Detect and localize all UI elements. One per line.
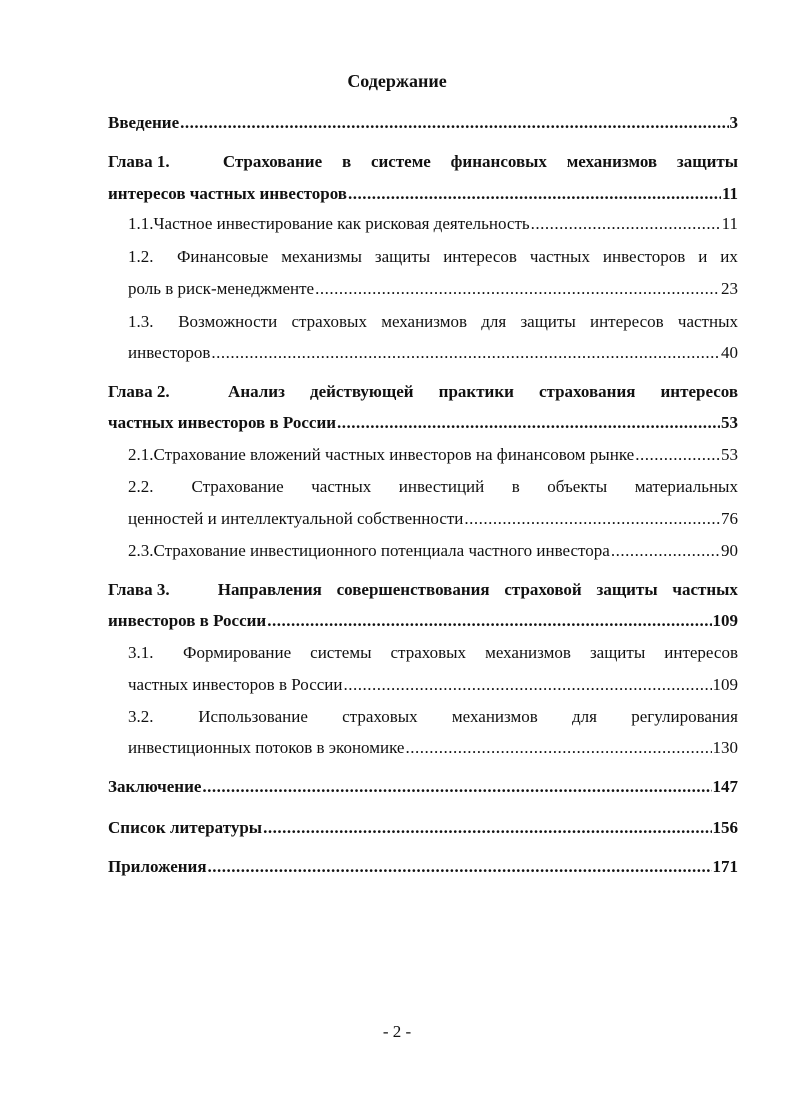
toc-entry-3-1[interactable]: 3.1. Формирование системы страховых механизмов защиты интересов [128,643,738,662]
toc-page: 23 [721,279,738,298]
toc-entry-2-1[interactable] [128,445,738,465]
toc-entry-chapter-2[interactable]: Глава 2. Анализ действующей практики страхования интересов [108,382,738,401]
toc-page: 109 [712,611,738,630]
toc-page: 109 [712,675,738,694]
toc-title: Заключение [108,777,202,796]
toc-entry-3-2-cont[interactable] [128,738,738,758]
toc-title: инвесторов в России [108,611,267,630]
toc-page: 171 [712,857,738,876]
toc-entry-chapter-1-cont[interactable] [108,184,738,204]
toc-label: Глава 1. [108,152,170,171]
toc-entry-chapter-2-cont[interactable] [108,413,738,433]
toc-title: Введение [108,113,180,132]
toc-page: 147 [712,777,738,796]
toc-leader [267,611,711,631]
toc-leader [337,413,720,433]
toc-entry-2-2-cont[interactable] [128,509,738,529]
toc-num: 1.2. [128,247,154,266]
toc-entry-2-3[interactable] [128,541,738,561]
toc-label: Глава 3. [108,580,170,599]
toc-page: 156 [712,818,738,837]
toc-entry-introduction[interactable] [108,113,738,133]
toc-leader [202,777,711,797]
toc-num: 3.2. [128,707,154,726]
toc-num: 2.3. [128,541,154,560]
toc-num: 2.1. [128,445,154,464]
toc-title: Страхование инвестиционного потенциала частного инвестора [153,541,610,560]
toc-title: Приложения [108,857,207,876]
page-title: Содержание [347,71,447,91]
toc-label: Глава 2. [108,382,170,401]
toc-page: 53 [721,413,738,432]
toc-leader [611,541,720,561]
toc-num: 1.1. [128,214,154,233]
toc-page: 11 [721,214,738,233]
toc-entry-1-2[interactable]: 1.2. Финансовые механизмы защиты интересов частных инвесторов и их [128,247,738,266]
toc-leader [405,738,711,758]
toc-leader [180,113,728,133]
toc-entry-3-2[interactable]: 3.2. Использование страховых механизмов для регулирования [128,707,738,726]
toc-leader [343,675,711,695]
toc-page: 11 [721,184,738,203]
toc-entry-1-3[interactable]: 1.3. Возможности страховых механизмов для защиты интересов частных [128,312,738,331]
toc-entry-1-1[interactable] [128,214,738,234]
toc-page: 130 [712,738,738,757]
toc-entry-references[interactable] [108,818,738,838]
toc-entry-chapter-3[interactable]: Глава 3. Направления совершенствования страховой защиты частных [108,580,738,599]
toc-title: частных инвесторов в России [108,413,337,432]
toc-title: интересов частных инвесторов [108,184,347,203]
toc-num: 1.3. [128,312,154,331]
toc-num: 2.2. [128,477,154,496]
toc-page: 53 [721,445,738,464]
toc-page: 3 [729,113,738,132]
page-number: - 2 - [382,1022,412,1041]
toc-entry-conclusion[interactable] [108,777,738,797]
toc-leader [635,445,720,465]
toc-entry-1-2-cont[interactable] [128,279,738,299]
toc-page: 40 [721,343,738,362]
toc-entry-chapter-3-cont[interactable] [108,611,738,631]
toc-entry-3-1-cont[interactable] [128,675,738,695]
toc-title: инвестиционных потоков в экономике [128,738,405,757]
toc-entry-2-2[interactable]: 2.2. Страхование частных инвестиций в объекты материальных [128,477,738,496]
toc-title: инвесторов [128,343,211,362]
toc-entry-chapter-1[interactable]: Глава 1. Страхование в системе финансовых механизмов защиты [108,152,738,171]
toc-num: 3.1. [128,643,154,662]
toc-title: Страхование вложений частных инвесторов на финансовом рынке [153,445,635,464]
toc-title: Частное инвестирование как рисковая деятельность [153,214,530,233]
toc-leader [531,214,721,234]
toc-page: 76 [721,509,738,528]
toc-leader [263,818,711,838]
toc-leader [464,509,720,529]
toc-leader [315,279,720,299]
toc-title: Список литературы [108,818,263,837]
toc-title: роль в риск-менеджменте [128,279,315,298]
toc-leader [211,343,720,363]
toc-leader [208,857,712,877]
toc-title: ценностей и интеллектуальной собственности [128,509,464,528]
toc-entry-1-3-cont[interactable] [128,343,738,363]
toc-page: 90 [721,541,738,560]
toc-entry-appendices[interactable] [108,857,738,877]
toc-leader [348,184,721,204]
toc-title: частных инвесторов в России [128,675,343,694]
